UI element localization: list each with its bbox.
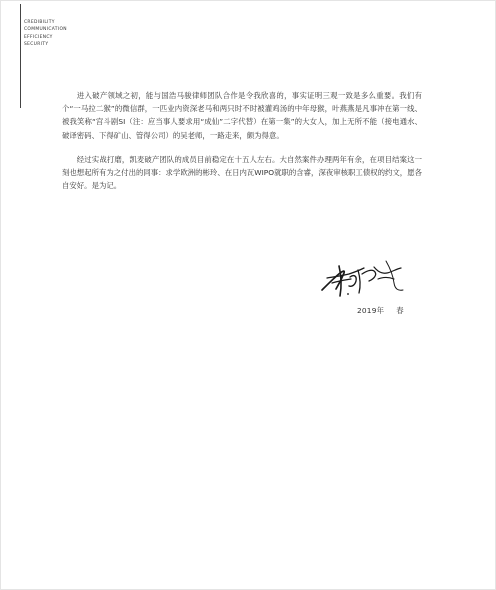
signature-dot	[347, 293, 349, 295]
letter-paragraph: 经过实战打磨，凯麦破产团队的成员目前稳定在十五人左右。大自然案件办理两年有余，在项目结案这一刻也想起所有为之付出的同事：求学欧洲的彬玲、在日内瓦WIPO就职的含睿，深夜审核职工债权的约文，愿各自安好。是为记。	[62, 154, 422, 191]
motto-block	[24, 19, 67, 49]
motto-line: SECURITY	[24, 42, 49, 48]
signoff-season: 春	[396, 306, 404, 315]
vertical-rule	[20, 4, 21, 108]
letter-paragraph: 进入破产领域之初，能与国浩马骏律师团队合作是令我欣喜的，事实证明三观一致是多么重要。我们有个“一马拉二猴”的微信群，一匹业内资深老马和两只时不时被灌鸡汤的中年母猴，叶燕燕是凡事冲在第一线、被我笑称“宫斗剧SI（注：应当事人要求用“成仙”二字代替）在第一集”的大女人，加上无所不能（接电通水、破译密码、下得矿山、管得公司）的吴老师，一路走来，颇为得意。	[62, 91, 422, 140]
motto-line: EFFICIENCY	[24, 34, 53, 40]
letter-body	[62, 89, 422, 192]
motto-line: COMMUNICATION	[24, 27, 67, 33]
handwritten-signature	[318, 257, 418, 305]
motto-line: CREDIBILITY	[24, 20, 55, 25]
signoff-date	[357, 305, 404, 316]
signoff-year: 2019年	[357, 306, 385, 315]
